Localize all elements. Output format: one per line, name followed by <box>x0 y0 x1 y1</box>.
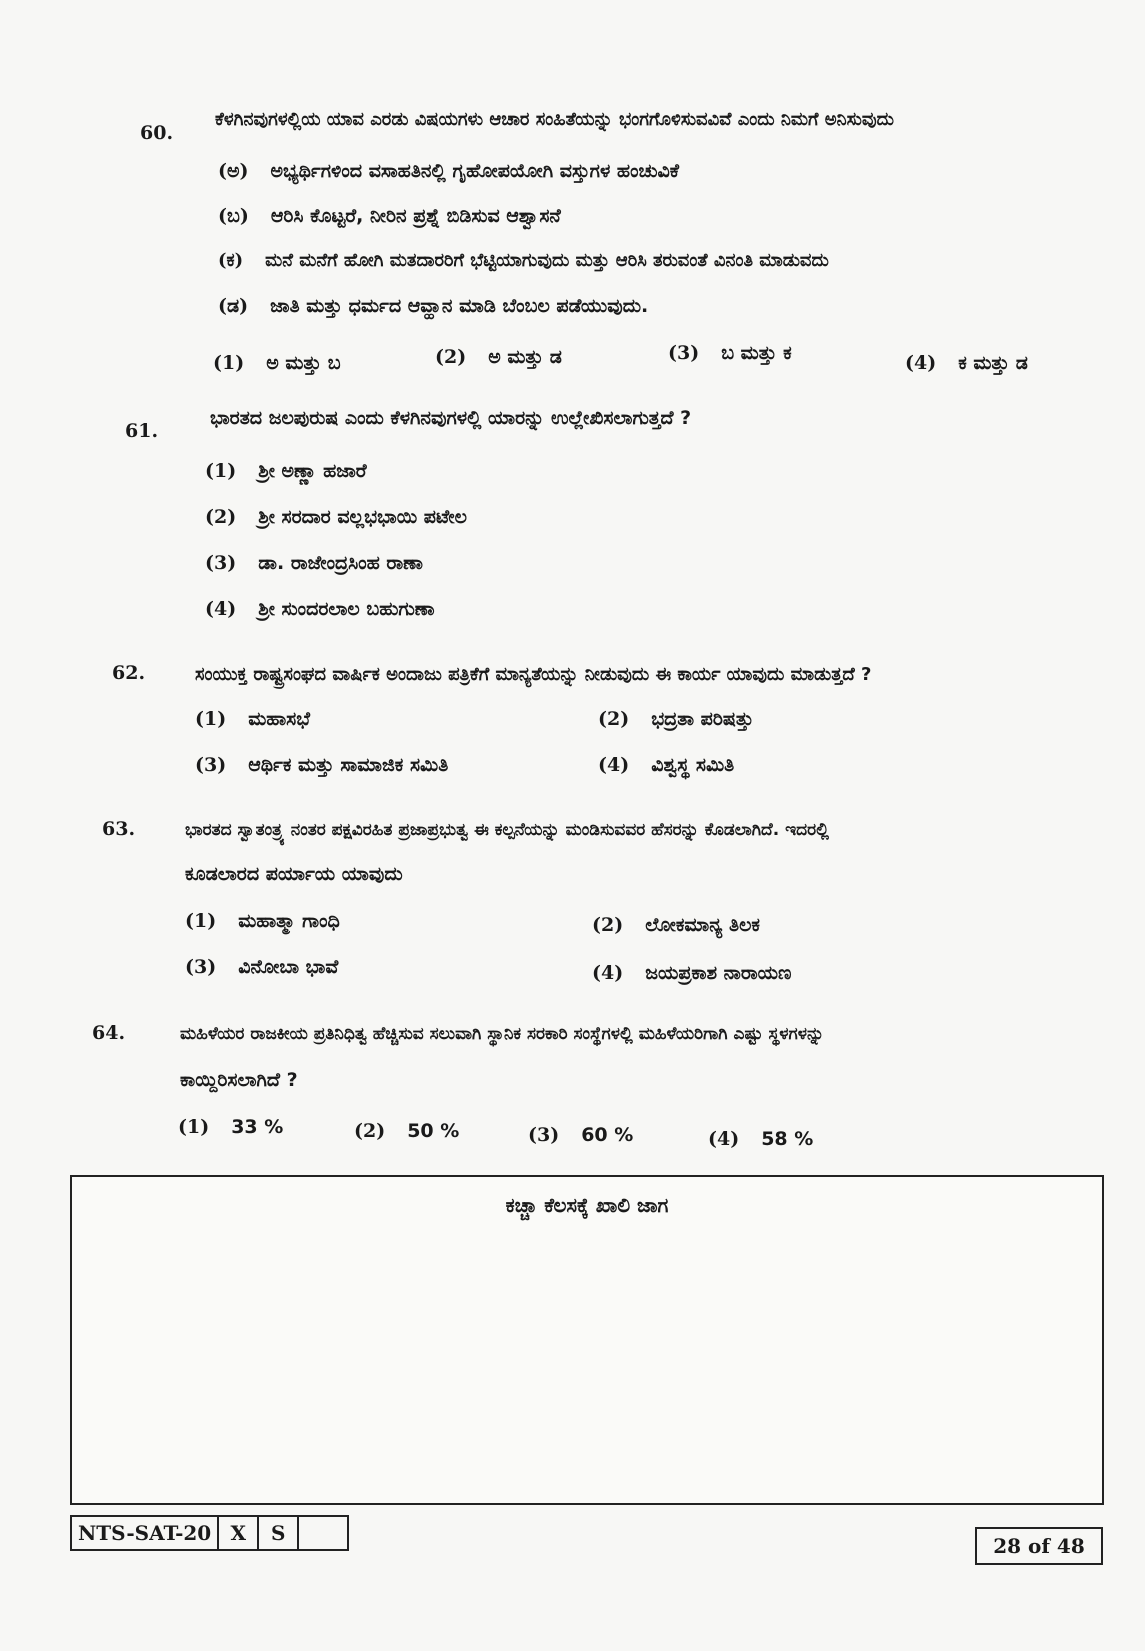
question-number: 63. <box>102 818 136 840</box>
statement-d: (ಡ) ಜಾತಿ ಮತ್ತು ಧರ್ಮದ ಆವ್ಹಾನ ಮಾಡಿ ಬೆಂಬಲ ಪಡೆಯುವುದು. <box>218 295 649 317</box>
option-4[interactable]: (4) ಜಯಪ್ರಕಾಶ ನಾರಾಯಣ <box>592 962 792 984</box>
paper-code-box <box>70 1515 349 1551</box>
question-text-line2: ಕೂಡಲಾರದ ಪರ್ಯಾಯ ಯಾವುದು <box>185 863 403 885</box>
option-1[interactable]: (1) 33 % <box>178 1116 284 1138</box>
option-3[interactable]: (3) ವಿನೋಬಾ ಭಾವೆ <box>185 956 339 978</box>
question-number: 60. <box>140 122 174 144</box>
question-text: ಭಾರತದ ಜಲಪುರುಷ ಎಂದು ಕೆಳಗಿನವುಗಳಲ್ಲಿ ಯಾರನ್ನು ಉಲ್ಲೇಖಿಸಲಾಗುತ್ತದೆ ? <box>210 407 692 429</box>
option-2[interactable]: (2) ಲೋಕಮಾನ್ಯ ತಿಲಕ <box>592 914 760 936</box>
statement-b: (ಬ) ಆರಿಸಿ ಕೊಟ್ಟರೆ, ನೀರಿನ ಪ್ರಶ್ನೆ ಬಿಡಿಸುವ ಆಶ್ವಾಸನೆ <box>218 205 561 227</box>
question-text-line1: ಮಹಿಳೆಯರ ರಾಜಕೀಯ ಪ್ರತಿನಿಧಿತ್ವ ಹೆಚ್ಚಿಸುವ ಸಲುವಾಗಿ ಸ್ಥಾನಿಕ ಸರಕಾರಿ ಸಂಸ್ಥೆಗಳಲ್ಲಿ ಮಹಿಳೆಯರಿಗಾಗಿ ಎಷ್ಟು ಸ್ಥಳಗಳನ್ನು <box>180 1024 825 1044</box>
class-label: X <box>217 1517 257 1549</box>
set-label: S <box>257 1517 297 1549</box>
option-4[interactable]: (4) ಶ್ರೀ ಸುಂದರಲಾಲ ಬಹುಗುಣಾ <box>205 598 435 620</box>
option-2[interactable]: (2) 50 % <box>354 1120 460 1142</box>
paper-code: NTS-SAT-20 <box>78 1521 212 1545</box>
rough-work-title: ಕಚ್ಚಾ ಕೆಲಸಕ್ಕೆ ಖಾಲಿ ಜಾಗ <box>505 1193 669 1217</box>
code-box-blank <box>297 1517 347 1549</box>
question-number: 62. <box>112 662 146 684</box>
option-1[interactable]: (1) ಮಹಾತ್ಮಾ ಗಾಂಧಿ <box>185 910 340 932</box>
statement-c: (ಕ) ಮನೆ ಮನೆಗೆ ಹೋಗಿ ಮತದಾರರಿಗೆ ಭೆಟ್ಟಿಯಾಗುವುದು ಮತ್ತು ಆರಿಸಿ ತರುವಂತೆ ವಿನಂತಿ ಮಾಡುವದು <box>218 250 829 271</box>
rough-work-box <box>70 1175 1104 1505</box>
option-1[interactable]: (1) ಅ ಮತ್ತು ಬ <box>213 352 341 374</box>
page-number: 28 of 48 <box>975 1527 1103 1565</box>
option-2[interactable]: (2) ಶ್ರೀ ಸರದಾರ ವಲ್ಲಭಭಾಯಿ ಪಟೇಲ <box>205 506 467 528</box>
option-3[interactable]: (3) ಆರ್ಥಿಕ ಮತ್ತು ಸಾಮಾಜಿಕ ಸಮಿತಿ <box>195 754 449 776</box>
question-text-line1: ಭಾರತದ ಸ್ವಾತಂತ್ರ್ಯ ನಂತರ ಪಕ್ಷವಿರಹಿತ ಪ್ರಜಾಪ್ರಭುತ್ವ ಈ ಕಲ್ಪನೆಯನ್ನು ಮಂಡಿಸುವವರ ಹೆಸರನ್ನು ಕೊಡಲಾಗಿದೆ. ಇದರಲ್ಲಿ <box>185 820 829 840</box>
question-text: ಸಂಯುಕ್ತ ರಾಷ್ಟ್ರಸಂಘದ ವಾರ್ಷಿಕ ಅಂದಾಜು ಪತ್ರಿಕೆಗೆ ಮಾನ್ಯತೆಯನ್ನು ನೀಡುವುದು ಈ ಕಾರ್ಯ ಯಾವುದು ಮಾಡುತ್ತದೆ ? <box>195 664 872 685</box>
option-1[interactable]: (1) ಶ್ರೀ ಅಣ್ಣಾ ಹಜಾರೆ <box>205 460 367 482</box>
statement-a: (ಅ) ಅಭ್ಯರ್ಥಿಗಳಿಂದ ವಸಾಹತಿನಲ್ಲಿ ಗೃಹೋಪಯೋಗಿ ವಸ್ತುಗಳ ಹಂಚುವಿಕೆ <box>218 160 680 182</box>
option-4[interactable]: (4) ವಿಶ್ವಸ್ಥ ಸಮಿತಿ <box>598 754 735 776</box>
option-3[interactable]: (3) 60 % <box>528 1124 634 1146</box>
option-3[interactable]: (3) ಡಾ. ರಾಜೇಂದ್ರಸಿಂಹ ರಾಣಾ <box>205 552 423 574</box>
question-text-line2: ಕಾಯ್ದಿರಿಸಲಾಗಿದೆ ? <box>180 1069 298 1091</box>
option-2[interactable]: (2) ಭದ್ರತಾ ಪರಿಷತ್ತು <box>598 708 754 730</box>
option-2[interactable]: (2) ಅ ಮತ್ತು ಡ <box>435 346 562 368</box>
question-text: ಕೆಳಗಿನವುಗಳಲ್ಲಿಯ ಯಾವ ಎರಡು ವಿಷಯಗಳು ಆಚಾರ ಸಂಹಿತೆಯನ್ನು ಭಂಗಗೊಳಿಸುವವಿವೆ ಎಂದು ನಿಮಗೆ ಅನಿಸುವುದು <box>215 109 894 130</box>
option-4[interactable]: (4) ಕ ಮತ್ತು ಡ <box>905 352 1028 374</box>
question-number: 61. <box>125 420 159 442</box>
question-number: 64. <box>92 1022 126 1044</box>
option-4[interactable]: (4) 58 % <box>708 1128 814 1150</box>
option-3[interactable]: (3) ಬ ಮತ್ತು ಕ <box>668 342 792 364</box>
option-1[interactable]: (1) ಮಹಾಸಭೆ <box>195 708 310 730</box>
